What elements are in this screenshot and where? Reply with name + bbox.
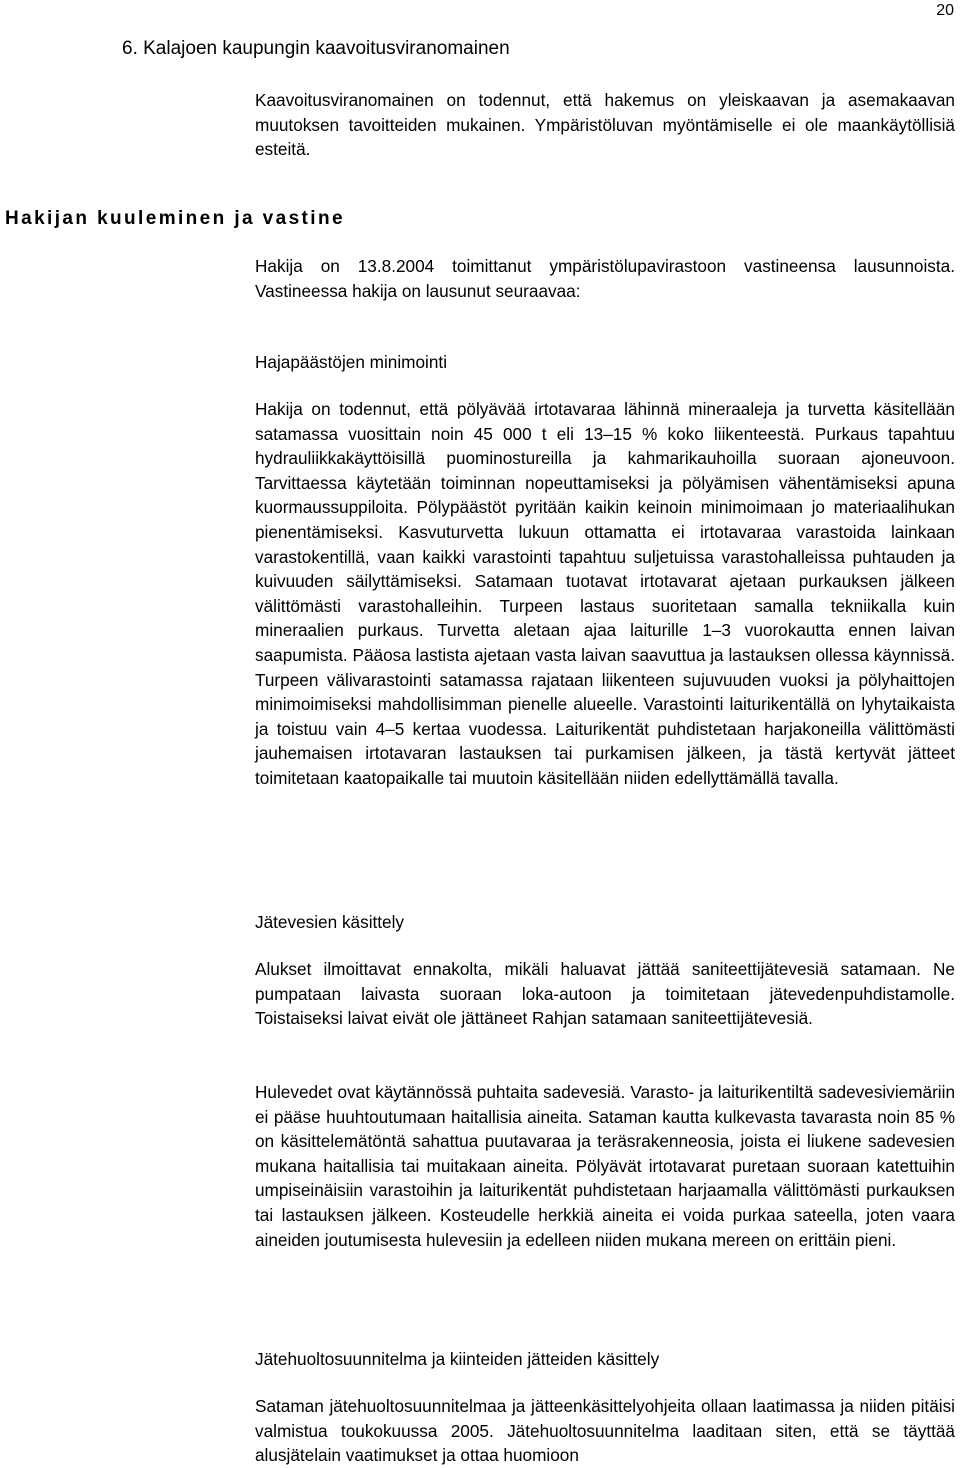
hearing-body-block <box>255 254 955 303</box>
wastewater-para2-block <box>255 1080 955 1252</box>
hearing-heading: Hakijan kuuleminen ja vastine <box>5 208 345 229</box>
wasteplan-heading: Jätehuoltosuunnitelma ja kiinteiden jätteiden käsittely <box>255 1349 660 1369</box>
wastewater-heading: Jätevesien käsittely <box>255 912 405 932</box>
wasteplan-body: Sataman jätehuoltosuunnitelmaa ja jätteenkäsittelyohjeita ollaan laatimassa ja niiden pitäisi valmistua toukokuussa 2005. Jätehuoltosuunnitelma laaditaan siten, että se täyttää alusjätelain vaatimukset ja ottaa huomioon <box>255 1396 955 1466</box>
wastewater-para2: Hulevedet ovat käytännössä puhtaita sadevesiä. Varasto- ja laiturikentiltä sadevesiviemäriin ei pääse huuhtoutumaan haitallisia aineita. Sataman kautta kulkevasta tavarasta noin 85 % on käsittelemätöntä sahattua puutavaraa ja teräsrakenneosia, joista ei liukene sadevesien mukana haitallisia tai muitakaan aineita. Pölyävät irtotavarat puretaan suoraan katettuihin umpiseinäisiin varastoihin ja laiturikentät puhdistetaan harjaamalla välittömästi purkauksen tai lastauksen jälkeen. Kosteudelle herkkiä aineita ei voida purkaa sateella, joten vaara aineiden joutumisesta hulevesiin ja edelleen niiden mukana mereen on erittäin pieni. <box>255 1082 955 1250</box>
wasteplan-body-block <box>255 1394 955 1468</box>
wastewater-para1-block <box>255 957 955 1031</box>
wastewater-para1: Alukset ilmoittavat ennakolta, mikäli haluavat jättää saniteettijätevesiä satamaan. Ne pumpataan laivasta suoraan loka-autoon ja toimitetaan jätevedenpuhdistamolle. Toistaiseksi laivat eivät ole jättäneet Rahjan satamaan saniteettijätevesiä. <box>255 959 955 1029</box>
dust-body: Hakija on todennut, että pölyävää irtotavaraa lähinnä mineraaleja ja turvetta käsitellään satamassa vuosittain noin 45 000 t eli 13–15 % koko liikenteestä. Purkaus tapahtuu hydrauliikkakäyttöisillä puominostureilla ja kahmarikauhoilla suoraan ajoneuvoon. Tarvittaessa käytetään toiminnan nopeuttamiseksi ja pölyämisen vähentämiseksi apuna kuormaussuppiloita. Pölypäästöt pyritään kaikin keinoin minimoimaan jo materiaalihukan pienentämiseksi. Kasvuturvetta lukuun ottamatta ei irtotavaraa varastoida lainkaan varastokentillä, vaan kaikki varastointi tapahtuu suljetuissa varastohalleissa puhtauden ja kuivuuden säilyttämiseksi. Satamaan tuotavat irtotavarat ajetaan purkauksen jälkeen välittömästi varastohalleihin. Turpeen lastaus suoritetaan samalla tekniikalla kuin mineraalien purkaus. Turvetta aletaan ajaa laiturille 1–3 vuorokautta ennen laivan saapumista. Pääosa lastista ajetaan vasta laivan saavuttua ja lastauksen ollessa käynnissä. Turpeen välivarastointi satamassa rajataan liikenteen sujuvuuden vuoksi ja pölyhaittojen minimoimiseksi mahdollisimman pienelle alueelle. Varastointi laiturikentällä on lyhytaikaista ja toistuu vain 4–5 kertaa vuodessa. Laiturikentät puhdistetaan harjakoneilla välittömästi jauhemaisen irtotavaran lastauksen tai purkamisen jälkeen, ja tästä kertyvät jätteet toimitetaan kaatopaikalle tai muutoin käsitellään niiden edellyttämällä tavalla. <box>255 399 955 788</box>
section-body-block <box>255 88 955 162</box>
dust-heading: Hajapäästöjen minimointi <box>255 352 448 372</box>
section-body: Kaavoitusviranomainen on todennut, että hakemus on yleiskaavan ja asemakaavan muutoksen tavoitteiden mukainen. Ympäristöluvan myöntämiselle ei ole maankäytöllisiä esteitä. <box>255 90 955 160</box>
dust-body-block <box>255 397 955 791</box>
page-number: 20 <box>936 2 954 19</box>
hearing-body: Hakija on 13.8.2004 toimittanut ympäristölupavirastoon vastineensa lausunnoista. Vastineessa hakija on lausunut seuraavaa: <box>255 256 955 301</box>
section-heading: 6. Kalajoen kaupungin kaavoitusviranomainen <box>122 38 510 59</box>
